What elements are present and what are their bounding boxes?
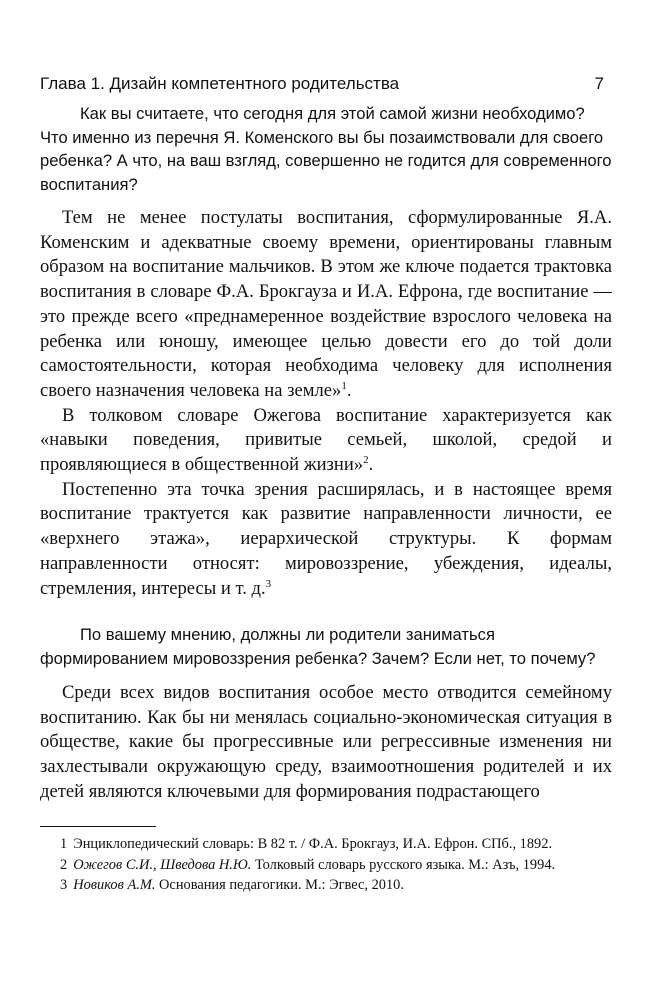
page-number: 7: [594, 74, 604, 93]
footnote-ref-1: 1: [341, 379, 347, 392]
main-text-2: [40, 681, 612, 805]
paragraph-4: Среди всех видов воспитания особое место отводится семейному воспитанию. Как бы ни менялась социально-экономическая ситуация в обществе, какие бы прогрессивные или регрессивные изменения ни захлестывали окружающую среду, взаимоотношения родителей и их детей являются ключевыми для формирования подрастающего: [40, 682, 612, 802]
main-text-1: [40, 206, 612, 601]
footnote-ref-3: 3: [265, 577, 272, 590]
paragraph-2: В толковом словаре Ожегова воспитание характеризуется как «навыки поведения, привитые семьей, школой, средой и проявляющиеся в общественной жизни»$^2$.: [40, 404, 612, 476]
question-block-2: [40, 623, 612, 670]
running-header: [40, 74, 604, 94]
question-1-rest: Что именно из перечня Я. Коменского вы бы позаимствовали для своего ребенка? А что, на ваш взгляд, совершенно не годится для современного воспитания?: [40, 127, 612, 194]
footnote-3: 3 Новиков А.М. Основания педагогики. М.: Эгвес, 2010.: [60, 877, 404, 893]
question-2-text: По вашему мнению, должны ли родители заниматься формированием мировоззрения ребенка? Зачем? Если нет, то почему?: [40, 625, 596, 668]
footnote-ref-2: 2: [363, 453, 369, 466]
footnote-1: 1 Энциклопедический словарь: В 82 т. / Ф.А. Брокгауз, И.А. Ефрон. СПб., 1892.: [60, 836, 553, 852]
footnote-2: 2 Ожегов С.И., Шведова Н.Ю. Толковый словарь русского языка. М.: Азъ, 1994.: [60, 856, 556, 873]
question-block-1: [40, 102, 612, 196]
paragraph-3: Постепенно эта точка зрения расширялась, и в настоящее время воспитание трактуется как развитие направленности личности, ее «верхнего этажа», иерархической структуры. К формам направленности относят: мировоззрение, убеждения, идеалы, стремления, интересы и т. д.$^3$: [40, 478, 612, 599]
chapter-title: Глава 1. Дизайн компетентного родительства: [40, 74, 400, 93]
paragraph-1: Тем не менее постулаты воспитания, сформулированные Я.А. Коменским и адекватные своему времени, ориентированы главным образом на воспитание мальчиков. В этом же ключе подается трактовка воспитания в словаре Ф.А. Брокгауза и И.А. Ефрона, где воспитание — это прежде всего «преднамеренное воздействие взрослого человека на ребенка или юношу, имеющее целью довести его до той доли самостоятельности, которая необходима человеку для исполнения своего назначения человека на земле»$^1$.: [40, 207, 612, 401]
footnotes: [40, 834, 612, 896]
question-1-first-line: Как вы считаете, что сегодня для этой самой жизни необходимо?: [80, 104, 585, 123]
footnote-divider: [40, 826, 156, 827]
